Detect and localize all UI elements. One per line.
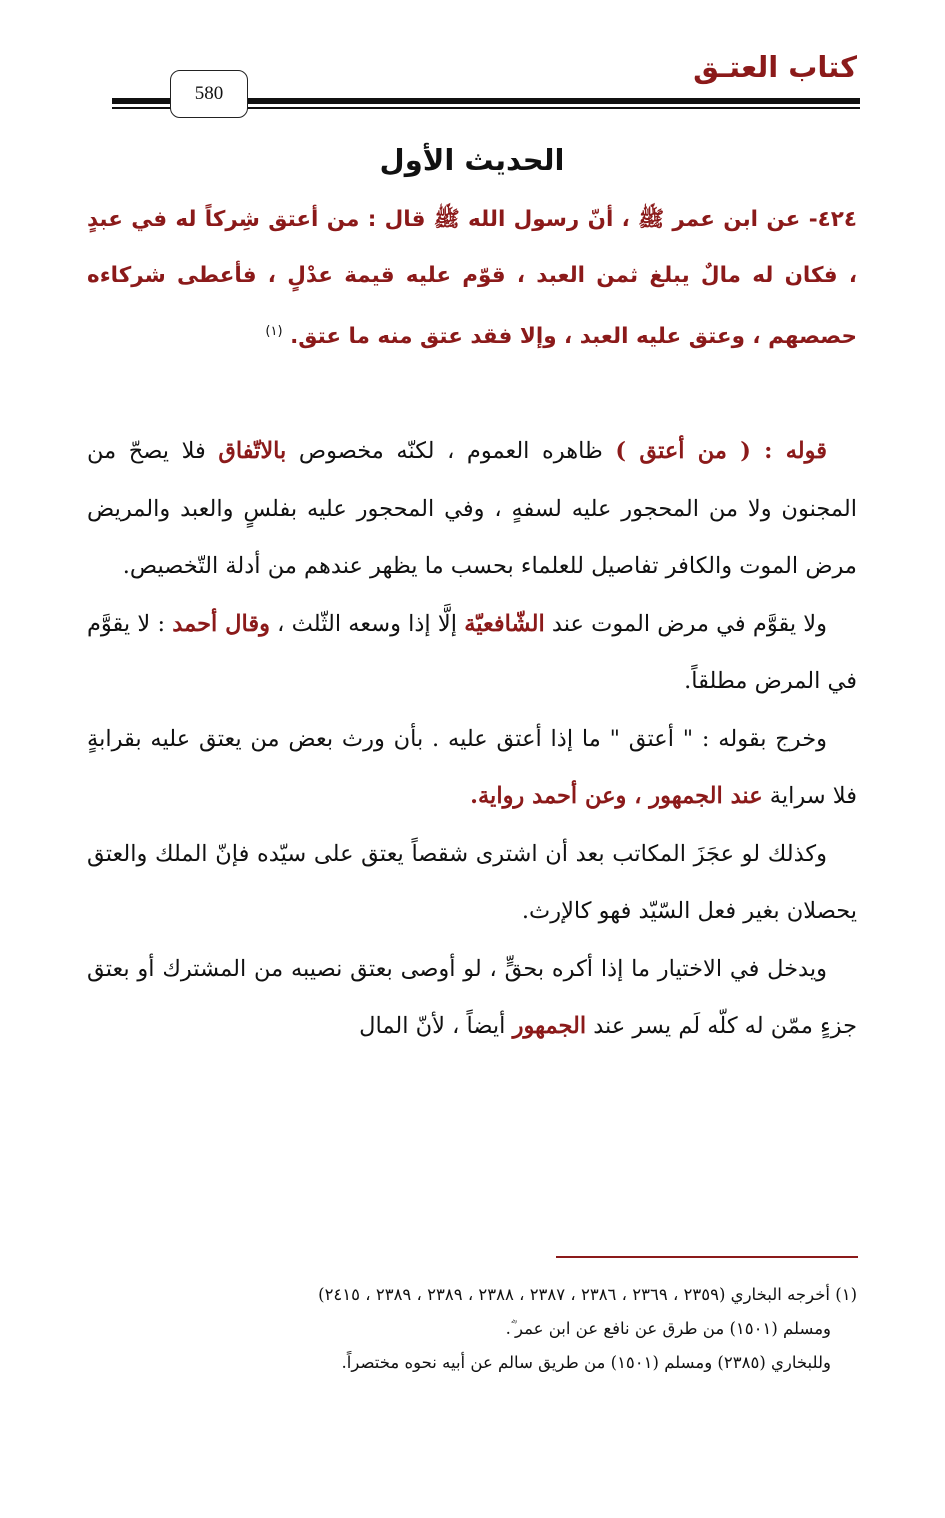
page-number: 580 xyxy=(170,70,248,118)
hadith-text xyxy=(87,192,857,365)
paragraph-text: وخرج بقوله : " أعتق " ما إذا أعتق عليه . بأن ورث بعض من يعتق عليه بقرابةٍ فلا سراية xyxy=(87,725,857,810)
commentary-paragraph-4 xyxy=(87,826,857,941)
quoted-phrase: قوله : ( من أعتق ) xyxy=(615,438,827,465)
paragraph-text: أيضاً ، لأنّ المال xyxy=(359,1013,513,1040)
paragraph-text: ويدخل في الاختيار ما إذا أكره بحقٍّ ، لو أوصى بعتق نصيبه من المشترك أو بعتق جزءٍ ممّن له كلّه لَم يسر عند xyxy=(87,955,857,1040)
footnote-line: (١) أخرجه البخاري (٢٣٥٩ ، ٢٣٦٩ ، ٢٣٨٦ ، ٢٣٨٧ ، ٢٣٨٨ ، ٢٣٨٩ ، ٢٣٨٩ ، ٢٤١٥) xyxy=(318,1285,857,1304)
paragraph-text: ولا يقوَّم في مرض الموت عند xyxy=(544,610,828,637)
paragraph-text: ظاهره العموم ، لكنّه مخصوص xyxy=(286,438,616,465)
paragraph-text: وكذلك لو عجَزَ المكاتب بعد أن اشترى شقصاً يعتق على سيّده فإنّ الملك والعتق يحصلان بغير فعل السّيّد فهو كالإرث. xyxy=(87,840,857,925)
commentary-paragraph-1 xyxy=(87,423,857,596)
page-header xyxy=(0,0,945,130)
hadith-body: ٤٢٤- عن ابن عمر ﷺ ، أنّ رسول الله ﷺ قال : من أعتق شِركاً له في عبدٍ ، فكان له مالٌ يبلغ ثمن العبد ، قوّم عليه قيمة عدْلٍ ، فأعطى شركاءه حصصهم ، وعتق عليه العبد ، وإلا فقد عتق منه ما عتق. xyxy=(87,207,857,350)
footnote-line: وللبخاري (٢٣٨٥) ومسلم (١٥٠١) من طريق سالم عن أبيه نحوه مختصراً. xyxy=(341,1353,831,1372)
footnote-line: ومسلم (١٥٠١) من طرق عن نافع عن ابن عمر ؓ. xyxy=(505,1319,831,1338)
book-title: كتاب العتـق xyxy=(693,50,857,84)
commentary-paragraph-2 xyxy=(87,596,857,711)
highlighted-term: بالاتّفاق xyxy=(218,438,287,465)
highlighted-term: وقال أحمد xyxy=(172,610,270,637)
paragraph-text: إلَّا إذا وسعه الثّلث ، xyxy=(269,610,465,637)
footnote-ref: (١) xyxy=(265,324,283,339)
hadith-heading: الحديث الأول xyxy=(379,143,565,177)
footnote-divider xyxy=(556,1256,858,1258)
paragraph-text: : لا يقوَّم في المرض مطلقاً. xyxy=(87,610,857,695)
page-body xyxy=(87,138,857,1056)
commentary-paragraph-5 xyxy=(87,941,857,1056)
paragraph-text: فلا يصحّ من المجنون ولا من المحجور عليه لسفهٍ ، وفي المحجور عليه بفلسٍ والعبد والمريض مرض الموت والكافر تفاصيل للعلماء بحسب ما يظهر عندهم من أدلة التّخصيص. xyxy=(87,438,857,580)
commentary-paragraph-3 xyxy=(87,711,857,826)
highlighted-term: الشّافعيّة xyxy=(464,610,545,637)
commentary xyxy=(87,423,857,1056)
highlighted-term: عند الجمهور ، وعن أحمد رواية. xyxy=(470,783,763,810)
highlighted-term: الجمهور xyxy=(512,1013,587,1040)
footnotes xyxy=(87,1278,857,1380)
